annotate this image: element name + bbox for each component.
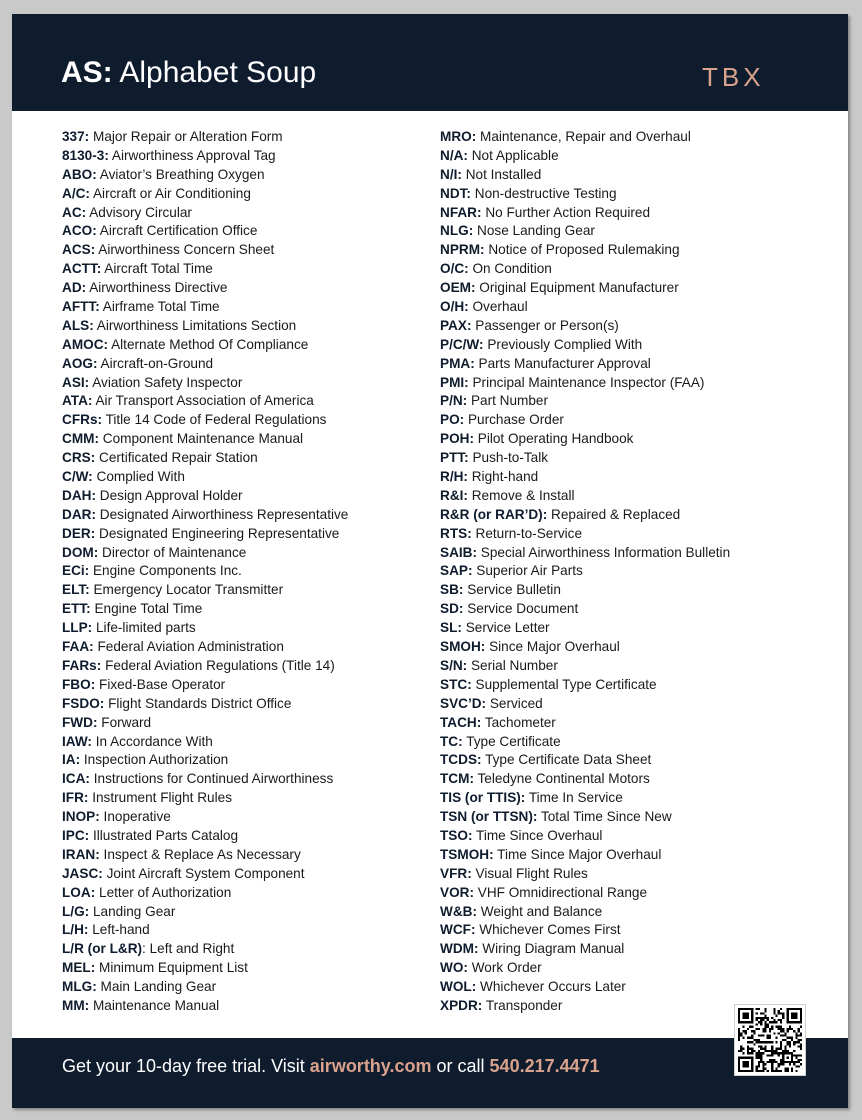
glossary-entry [62,562,452,581]
entry-definition: Inoperative [103,809,171,825]
entry-abbreviation: 337: [62,129,90,144]
entry-abbreviation: POH: [440,431,474,447]
entry-abbreviation: PTT: [440,450,469,466]
entry-definition: Flight Standards District Office [108,695,292,711]
entry-definition: No Further Action Required [485,204,651,220]
entry-definition: Overhaul [472,299,528,315]
entry-definition: Airworthiness Approval Tag [111,147,276,163]
entry-abbreviation: SAP: [440,563,473,579]
entry-definition: Principal Maintenance Inspector (FAA) [472,374,705,390]
entry-definition: Purchase Order [467,412,564,428]
glossary-entry [440,940,840,959]
glossary-entry [62,449,452,468]
footer-cta [62,1038,600,1094]
entry-definition: Airworthiness Limitations Section [96,317,297,333]
entry-abbreviation: CFRs: [62,412,103,428]
glossary-entry [440,355,840,374]
entry-definition: Not Installed [465,166,542,182]
entry-abbreviation: MLG: [62,979,97,995]
entry-abbreviation: TCM: [440,771,474,787]
glossary-entry [440,562,840,581]
glossary-entry [62,430,452,449]
glossary-entry [62,411,452,430]
glossary-entry [440,695,840,714]
entry-definition: Special Airworthiness Information Bulletin [480,544,731,560]
entry-abbreviation: FBO: [62,676,96,692]
entry-definition: Forward [101,714,152,730]
glossary-entry [62,714,452,733]
entry-definition: Serviced [489,695,543,711]
entry-definition: Instrument Flight Rules [92,790,232,806]
entry-abbreviation: ASI: [62,374,90,390]
entry-abbreviation: N/I: [440,166,462,182]
glossary-entry [440,241,840,260]
glossary-entry [62,846,452,865]
entry-abbreviation: PO: [440,412,465,428]
glossary-entry [62,260,452,279]
entry-definition: Whichever Comes First [479,922,621,938]
glossary-entry [440,260,840,279]
entry-abbreviation: ALS: [62,317,94,333]
entry-abbreviation: S/N: [440,657,468,673]
entry-definition: Director of Maintenance [102,544,247,560]
glossary-entry [440,865,840,884]
entry-definition: Repaired & Replaced [551,506,681,522]
entry-abbreviation: RTS: [440,525,472,541]
entry-abbreviation: IA: [62,752,81,768]
entry-abbreviation: INOP: [62,809,100,825]
entry-definition: Minimum Equipment List [99,960,248,976]
entry-abbreviation: NFAR: [440,204,482,220]
entry-abbreviation: SAIB: [440,544,478,560]
entry-definition: Whichever Occurs Later [480,979,626,995]
entry-abbreviation: DER: [62,525,96,541]
entry-definition: Return-to-Service [475,525,583,541]
website-link[interactable]: airworthy.com [309,1056,432,1076]
entry-abbreviation: VOR: [440,884,474,900]
glossary-entry [440,506,840,525]
entry-abbreviation: TSO: [440,827,473,843]
entry-abbreviation: ABO: [62,166,97,182]
glossary-entry [62,638,452,657]
entry-definition: Superior Air Parts [476,563,583,579]
glossary-entry [62,657,452,676]
entry-abbreviation: ETT: [62,601,91,617]
glossary-entry [440,846,840,865]
footer-text-middle: or call [436,1056,485,1076]
entry-abbreviation: DAH: [62,487,96,503]
entry-abbreviation: ATA: [62,393,93,409]
entry-abbreviation: DOM: [62,544,99,560]
entry-abbreviation: AMOC: [62,336,109,352]
entry-abbreviation: OEM: [440,280,476,296]
entry-definition: Airworthiness Directive [89,280,228,296]
glossary-entry [440,600,840,619]
entry-definition: Inspection Authorization [83,752,229,768]
entry-definition: Nose Landing Gear [477,223,595,239]
entry-definition: Service Document [467,601,579,617]
entry-definition: Type Certificate [466,733,561,749]
entry-definition: Designated Airworthiness Representative [99,506,349,522]
entry-abbreviation: ACO: [62,223,97,239]
glossary-entry [440,676,840,695]
glossary-entry [440,751,840,770]
entry-abbreviation: CMM: [62,431,99,447]
glossary-entry [62,468,452,487]
entry-definition: Aviation Safety Inspector [92,374,243,390]
entry-definition: Emergency Locator Transmitter [93,582,284,598]
glossary-entry [62,959,452,978]
glossary-entry [440,657,840,676]
entry-abbreviation: O/H: [440,299,469,315]
entry-definition: Airworthiness Concern Sheet [98,242,275,258]
entry-definition: Supplemental Type Certificate [475,676,657,692]
document-sheet [12,14,848,1108]
entry-definition: Federal Aviation Regulations (Title 14) [105,657,335,673]
glossary-entry [440,222,840,241]
entry-abbreviation: PMI: [440,374,469,390]
entry-definition: Airframe Total Time [102,299,220,315]
left-glossary-column [62,128,452,1016]
entry-definition: Work Order [471,960,542,976]
entry-definition: Passenger or Person(s) [475,317,619,333]
entry-abbreviation: N/A: [440,147,468,163]
glossary-entry [62,997,452,1016]
glossary-entry [62,770,452,789]
entry-definition: Time Since Overhaul [476,827,603,843]
entry-abbreviation: W&B: [440,903,477,919]
entry-abbreviation: FAA: [62,639,94,655]
glossary-entry [440,921,840,940]
entry-abbreviation: DAR: [62,506,96,522]
title-prefix: AS: [61,56,113,89]
footer-text-before: Get your 10-day free trial. Visit [62,1056,305,1076]
glossary-entry [440,147,840,166]
glossary-entry [440,298,840,317]
entry-definition: Joint Aircraft System Component [106,865,305,881]
entry-abbreviation: WDM: [440,941,479,957]
entry-definition: Inspect & Replace As Necessary [103,846,301,862]
glossary-entry [62,374,452,393]
entry-definition: Not Applicable [471,147,559,163]
entry-definition: Right-hand [471,469,539,485]
entry-abbreviation: NLG: [440,223,474,239]
entry-abbreviation: SL: [440,620,462,636]
entry-abbreviation: FSDO: [62,695,105,711]
entry-abbreviation: R&R (or RAR’D): [440,506,548,522]
entry-definition: Transponder [485,997,563,1013]
glossary-entry [62,506,452,525]
entry-definition: Push-to-Talk [472,450,549,466]
glossary-entry [440,128,840,147]
entry-abbreviation: R&I: [440,487,468,503]
entry-definition: Time Since Major Overhaul [497,846,662,862]
entry-definition: Title 14 Code of Federal Regulations [105,412,327,428]
glossary-entry [440,733,840,752]
glossary-entry [440,411,840,430]
entry-abbreviation: ICA: [62,771,90,787]
entry-abbreviation: AFTT: [62,299,100,315]
glossary-entry [62,355,452,374]
glossary-entry [440,525,840,544]
entry-definition: Aircraft or Air Conditioning [92,185,251,201]
glossary-entry [440,430,840,449]
entry-abbreviation: PAX: [440,317,472,333]
glossary-entry [440,374,840,393]
entry-definition: Advisory Circular [89,204,192,220]
entry-abbreviation: SB: [440,582,464,598]
entry-abbreviation: MEL: [62,960,96,976]
glossary-entry [440,487,840,506]
entry-abbreviation: NDT: [440,185,471,201]
glossary-entry [62,336,452,355]
entry-definition: Weight and Balance [480,903,603,919]
entry-definition: Type Certificate Data Sheet [485,752,652,768]
header-bar [12,14,848,111]
entry-abbreviation: 8130-3: [62,147,109,163]
entry-abbreviation: LLP: [62,620,93,636]
footer-bar [12,1038,848,1108]
entry-abbreviation: AD: [62,280,87,296]
glossary-entry [440,468,840,487]
glossary-entry [62,789,452,808]
glossary-entry [62,695,452,714]
entry-abbreviation: ECi: [62,563,90,579]
glossary-entry [62,298,452,317]
glossary-entry [62,581,452,600]
entry-abbreviation: ACTT: [62,261,102,277]
glossary-entry [440,638,840,657]
glossary-entry [440,185,840,204]
glossary-entry [440,959,840,978]
entry-definition: Designated Engineering Representative [99,525,340,541]
entry-definition: Service Letter [465,620,550,636]
glossary-entry [440,884,840,903]
glossary-entry [440,279,840,298]
entry-definition: Main Landing Gear [100,979,217,995]
entry-definition: Aircraft-on-Ground [100,355,214,371]
glossary-entry [62,241,452,260]
entry-abbreviation: NPRM: [440,242,485,258]
entry-definition: Part Number [470,393,549,409]
page-title [61,58,316,88]
glossary-entry [62,921,452,940]
glossary-entry [440,789,840,808]
glossary-entry [440,336,840,355]
glossary-entry [440,714,840,733]
glossary-entry [62,884,452,903]
entry-definition: VHF Omnidirectional Range [477,884,648,900]
entry-definition: Certificated Repair Station [99,450,258,466]
glossary-entry [62,222,452,241]
entry-definition: Maintenance Manual [92,997,220,1013]
glossary-entry [440,827,840,846]
entry-abbreviation: IAW: [62,733,92,749]
glossary-entry [62,525,452,544]
glossary-entry [62,808,452,827]
entry-abbreviation: TIS (or TTIS): [440,790,526,806]
entry-abbreviation: WOL: [440,979,477,995]
entry-definition: Total Time Since New [540,809,672,825]
entry-abbreviation: L/H: [62,922,89,938]
entry-definition: Complied With [96,469,185,485]
entry-definition: Time In Service [528,790,623,806]
right-glossary-column [440,128,840,1016]
glossary-entry [62,279,452,298]
entry-abbreviation: WCF: [440,922,476,938]
entry-definition: Service Bulletin [467,582,561,598]
entry-abbreviation: SMOH: [440,639,486,655]
entry-abbreviation: IPC: [62,827,90,843]
entry-abbreviation: TC: [440,733,463,749]
entry-definition: Aviator’s Breathing Oxygen [99,166,265,182]
glossary-entry [62,317,452,336]
entry-abbreviation: AOG: [62,355,98,371]
entry-definition: Maintenance, Repair and Overhaul [480,129,691,144]
qr-code-icon [738,1008,802,1072]
entry-abbreviation: C/W: [62,469,93,485]
entry-abbreviation: TACH: [440,714,482,730]
entry-definition: Left-hand [92,922,150,938]
glossary-entry [62,185,452,204]
entry-definition: Landing Gear [92,903,176,919]
entry-abbreviation: IRAN: [62,846,100,862]
entry-definition: Alternate Method Of Compliance [111,336,309,352]
entry-definition: Engine Components Inc. [92,563,242,579]
entry-abbreviation: A/C: [62,185,90,201]
glossary-entry [440,392,840,411]
glossary-entry [62,487,452,506]
entry-definition: Fixed-Base Operator [99,676,226,692]
entry-definition: Major Repair or Alteration Form [93,129,283,144]
entry-abbreviation: VFR: [440,865,472,881]
entry-definition: Design Approval Holder [99,487,243,503]
entry-definition: Instructions for Continued Airworthiness [93,771,334,787]
entry-definition: Wiring Diagram Manual [482,941,625,957]
glossary-entry [440,619,840,638]
phone-number[interactable]: 540.217.4471 [489,1056,600,1076]
entry-definition: Parts Manufacturer Approval [478,355,651,371]
entry-abbreviation: XPDR: [440,997,483,1013]
glossary-entry [62,204,452,223]
entry-definition: Aircraft Certification Office [99,223,258,239]
glossary-entry [62,903,452,922]
glossary-entry [440,978,840,997]
entry-abbreviation: TSMOH: [440,846,494,862]
glossary-entry [440,449,840,468]
glossary-entry [62,600,452,619]
glossary-entry [440,581,840,600]
entry-abbreviation: P/N: [440,393,468,409]
entry-abbreviation: JASC: [62,865,103,881]
entry-abbreviation: TCDS: [440,752,482,768]
entry-definition: Air Transport Association of America [95,393,314,409]
entry-definition: Since Major Overhaul [489,639,620,655]
glossary-entry [62,676,452,695]
entry-abbreviation: MM: [62,997,90,1013]
entry-abbreviation: CRS: [62,450,96,466]
entry-abbreviation: L/R (or L&R) [62,941,143,957]
entry-definition: Aircraft Total Time [104,261,213,277]
entry-abbreviation: AC: [62,204,87,220]
entry-definition: : Left and Right [142,941,235,957]
glossary-entry [62,865,452,884]
entry-definition: Teledyne Continental Motors [477,771,650,787]
glossary-entry [440,770,840,789]
glossary-entry [62,751,452,770]
entry-abbreviation: SVC’D: [440,695,487,711]
glossary-entry [62,392,452,411]
entry-definition: Pilot Operating Handbook [477,431,634,447]
entry-abbreviation: LOA: [62,884,96,900]
entry-definition: Original Equipment Manufacturer [479,280,679,296]
entry-abbreviation: ACS: [62,242,96,258]
entry-abbreviation: P/C/W: [440,336,484,352]
entry-abbreviation: WO: [440,960,468,976]
entry-abbreviation: FARs: [62,657,102,673]
entry-definition: Engine Total Time [94,601,203,617]
glossary-entry [62,147,452,166]
entry-abbreviation: MRO: [440,129,477,144]
entry-definition: On Condition [472,261,552,277]
entry-definition: Life-limited parts [95,620,196,636]
qr-code[interactable] [734,1004,806,1076]
entry-abbreviation: TSN (or TTSN): [440,809,538,825]
glossary-entry [440,166,840,185]
glossary-entry [62,940,452,959]
entry-abbreviation: SD: [440,601,464,617]
entry-definition: Serial Number [470,657,558,673]
glossary-entry [62,978,452,997]
brand-logo: TBX [702,62,765,92]
glossary-entry [62,619,452,638]
entry-definition: Previously Complied With [487,336,643,352]
entry-abbreviation: PMA: [440,355,475,371]
glossary-entry [440,544,840,563]
entry-definition: Component Maintenance Manual [102,431,304,447]
entry-definition: In Accordance With [95,733,213,749]
glossary-entry [62,827,452,846]
glossary-entry [62,128,452,147]
glossary-entry [440,903,840,922]
entry-definition: Notice of Proposed Rulemaking [488,242,680,258]
entry-abbreviation: O/C: [440,261,469,277]
glossary-entry [440,204,840,223]
entry-definition: Visual Flight Rules [475,865,588,881]
glossary-entry [440,317,840,336]
glossary-entry [440,808,840,827]
title-rest: Alphabet Soup [119,56,317,89]
glossary-entry [62,544,452,563]
entry-abbreviation: ELT: [62,582,90,598]
entry-abbreviation: FWD: [62,714,98,730]
entry-definition: Non-destructive Testing [474,185,617,201]
entry-abbreviation: STC: [440,676,472,692]
entry-definition: Remove & Install [471,487,575,503]
entry-abbreviation: L/G: [62,903,90,919]
entry-abbreviation: R/H: [440,469,468,485]
entry-definition: Illustrated Parts Catalog [92,827,239,843]
glossary-entry [62,166,452,185]
entry-definition: Tachometer [484,714,556,730]
entry-abbreviation: IFR: [62,790,89,806]
glossary-entry [62,733,452,752]
entry-definition: Federal Aviation Administration [97,639,284,655]
entry-definition: Letter of Authorization [99,884,232,900]
